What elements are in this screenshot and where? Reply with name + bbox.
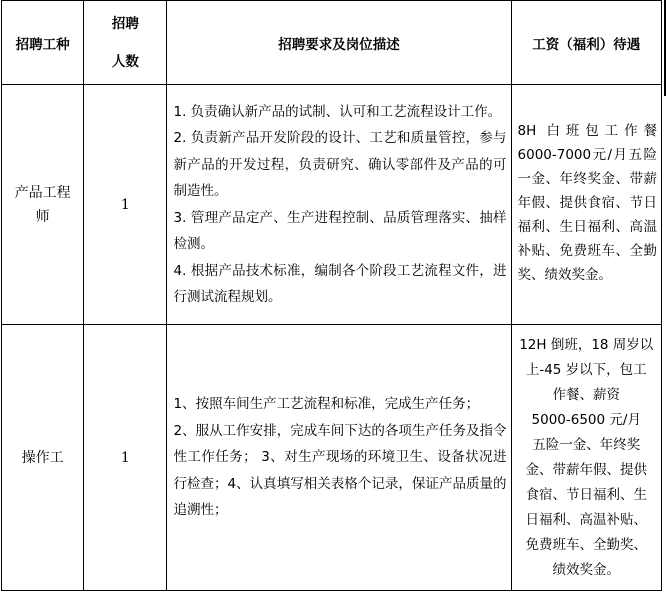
header-count-line2: 人数 — [111, 53, 139, 70]
requirement-item: 1. 负责确认新产品的试制、认可和工艺流程设计工作。 — [173, 103, 502, 120]
job-requirements-cell — [167, 325, 511, 591]
header-row — [2, 1, 662, 85]
salary-line: 5000-6500 元/月 — [531, 411, 641, 428]
job-salary-cell — [511, 85, 661, 325]
table-edge-line — [664, 0, 666, 96]
job-title-cell: 操作工 — [2, 325, 84, 591]
header-salary: 工资（福利）待遇 — [511, 1, 661, 85]
requirement-item: 4. 根据产品技术标准，编制各个阶段工艺流程文件，进行测试流程规划。 — [173, 262, 507, 305]
requirement-item: 3. 管理产品定产、生产进程控制、品质管理落实、抽样检测。 — [173, 209, 507, 252]
job-requirements-cell — [167, 85, 511, 325]
requirement-item: 1、按照车间生产工艺流程和标准，完成生产任务； — [173, 396, 480, 413]
salary-line: 绩效奖金。 — [552, 561, 620, 578]
salary-line: 免费班车、全勤奖、 — [525, 536, 647, 553]
header-requirements: 招聘要求及岗位描述 — [167, 1, 511, 85]
salary-line: 五险一金、年终奖 — [532, 436, 641, 453]
salary-line: 日福利、高温补贴、 — [525, 511, 647, 528]
job-count-cell: 1 — [84, 85, 167, 325]
salary-line: 12H 倒班，18 周岁以 — [519, 336, 654, 353]
salary-line: 作餐、薪资 — [552, 386, 620, 403]
salary-line: 上-45 岁以下，包工 — [525, 361, 647, 378]
table-row — [2, 325, 662, 591]
table-row — [2, 85, 662, 325]
salary-line: 食宿、节日福利、生 — [525, 486, 647, 503]
requirement-item: 2、服从工作安排，完成车间下达的各项生产任务及指令性工作任务； 3、对生产现场的环境卫生、设备状况进行检查；4、认真填写相关表格个记录，保证产品质量的追溯性； — [173, 422, 507, 519]
header-count-line1: 招聘 — [111, 15, 139, 32]
header-job-type: 招聘工种 — [2, 1, 84, 85]
job-count-cell: 1 — [84, 325, 167, 591]
job-title-line2: 师 — [35, 208, 50, 225]
salary-line: 金、带薪年假、提供 — [525, 461, 647, 478]
job-title-line1: 产品工程 — [14, 184, 71, 201]
job-title-cell — [2, 85, 84, 325]
requirement-item: 2. 负责新产品开发阶段的设计、工艺和质量管控，参与新产品的开发过程，负责研究、确认零部件及产品的可制造性。 — [173, 130, 507, 199]
recruitment-table — [1, 0, 662, 591]
header-count — [84, 1, 167, 85]
job-salary-cell — [511, 325, 661, 591]
salary-text: 8H 白班包工作餐6000-7000元/月五险一金、年终奖金、带薪年假、提供食宿、节日福利、生日福利、高温补贴、免费班车、全勤奖、绩效奖金。 — [517, 123, 657, 283]
